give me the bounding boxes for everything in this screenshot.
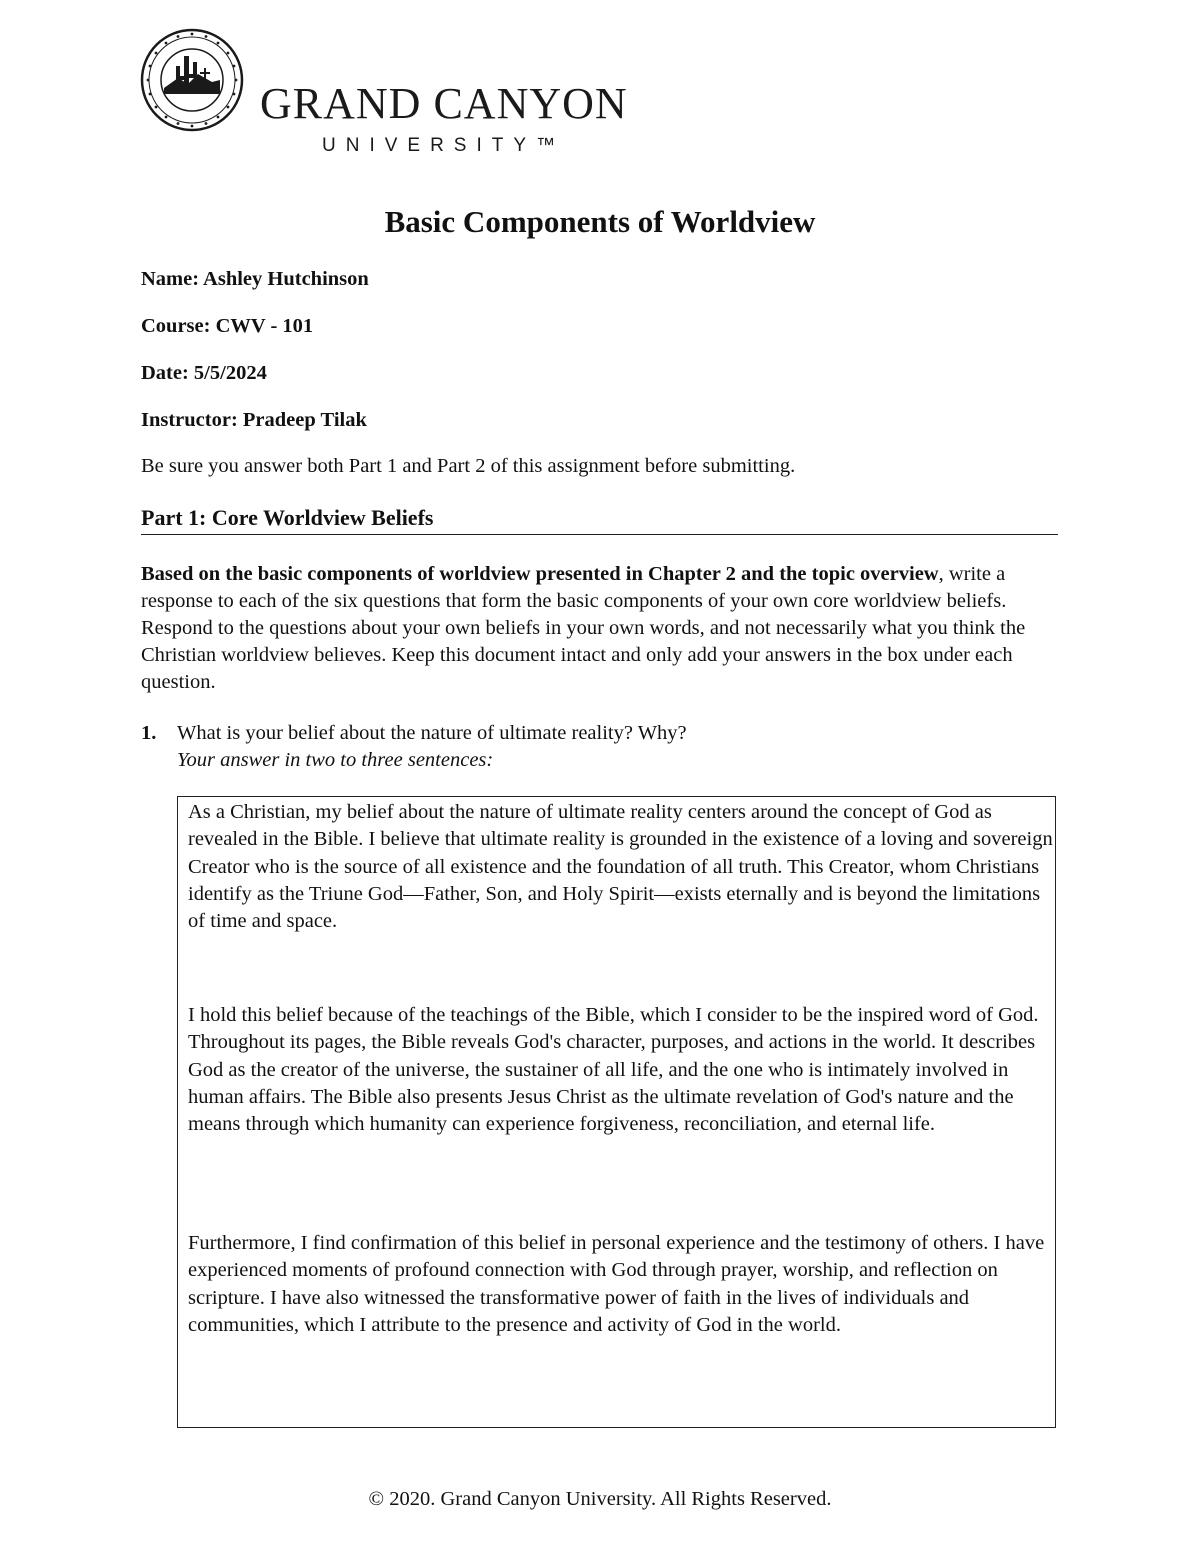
question-text: What is your belief about the nature of ultimate reality? Why? xyxy=(177,722,687,744)
university-seal-icon xyxy=(140,28,244,132)
answer-box[interactable] xyxy=(177,796,1056,1428)
answer-paragraph: As a Christian, my belief about the nature of ultimate reality centers around the concept of God as revealed in the Bible. I believe that ultimate reality is grounded in the existence of a loving and sovereign Creator who is the source of all existence and the foundation of all truth. This Creator, whom Christians identify as the Triune God—Father, Son, and Holy Spirit—exists eternally and is beyond the limitations of time and space. xyxy=(188,801,1053,933)
gcu-logo xyxy=(140,28,640,156)
copyright-footer: © 2020. Grand Canyon University. All Rights Reserved. xyxy=(368,1488,832,1510)
assignment-instruction: Be sure you answer both Part 1 and Part 2 of this assignment before submitting. xyxy=(141,455,796,477)
part-1-heading: Part 1: Core Worldview Beliefs xyxy=(141,504,1058,535)
answer-paragraph: Furthermore, I find confirmation of this belief in personal experience and the testimony of others. I have experienced moments of profound connection with God through prayer, worship, and reflection on scripture. I have also witnessed the transformative power of faith in the lives of individuals and communities, which I attribute to the presence and activity of God in the world. xyxy=(188,1232,1045,1336)
document-title: Basic Components of Worldview xyxy=(384,204,816,239)
date-field: Date: 5/5/2024 xyxy=(141,362,267,384)
student-name: Name: Ashley Hutchinson xyxy=(141,268,369,290)
question-number: 1. xyxy=(141,722,157,744)
answer-prompt: Your answer in two to three sentences: xyxy=(177,749,494,771)
part-1-intro-bold: Based on the basic components of worldview presented in Chapter 2 and the topic overview xyxy=(141,563,939,585)
course-field: Course: CWV - 101 xyxy=(141,315,314,337)
logo-wordmark-secondary: UNIVERSITY™ xyxy=(322,135,566,156)
part-1-intro-text: , write a response to each of the six questions that form the basic components of your own core worldview beliefs. Respond to the questions about your own beliefs in your own words, and not necessarily what you think the Christian worldview believes. Keep this document intact and only add your answers in the box under each question. xyxy=(141,563,1026,693)
logo-wordmark-primary: GRAND CANYON xyxy=(260,79,628,128)
instructor-field: Instructor: Pradeep Tilak xyxy=(141,409,367,431)
part-1-intro xyxy=(141,561,1058,696)
answer-paragraph: I hold this belief because of the teachings of the Bible, which I consider to be the inspired word of God. Throughout its pages, the Bible reveals God's character, purposes, and actions in the world. It describes God as the creator of the universe, the sustainer of all life, and the one who is intimately involved in human affairs. The Bible also presents Jesus Christ as the ultimate revelation of God's nature and the means through which humanity can experience forgiveness, reconciliation, and eternal life. xyxy=(188,1004,1039,1136)
